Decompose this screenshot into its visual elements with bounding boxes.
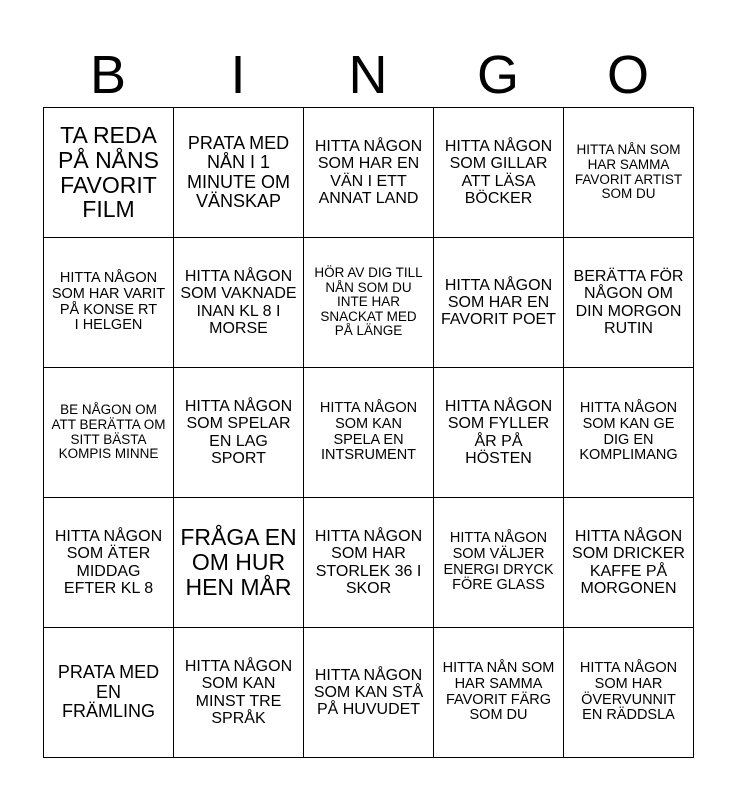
header-letter-o: O	[606, 45, 649, 105]
bingo-cell: HITTA NÅGON SOM ÄTER MIDDAG EFTER KL 8	[44, 498, 174, 628]
bingo-cell: HITTA NÅGON SOM VÄLJER ENERGI DRYCK FÖRE GLASS	[434, 498, 564, 628]
bingo-cell: BE NÅGON OM ATT BERÄTTA OM SITT BÄSTA KOMPIS MINNE	[44, 368, 174, 498]
bingo-cell: HITTA NÅN SOM HAR SAMMA FAVORIT FÄRG SOM DU	[434, 628, 564, 758]
bingo-cell: TA REDA PÅ NÅNS FAVORIT FILM	[44, 108, 174, 238]
bingo-cell: HITTA NÅGON SOM HAR VARIT PÅ KONSE RT I HELGEN	[44, 238, 174, 368]
bingo-cell: HITTA NÅGON SOM KAN STÅ PÅ HUVUDET	[304, 628, 434, 758]
bingo-cell: HITTA NÅGON SOM KAN MINST TRE SPRÅK	[174, 628, 304, 758]
bingo-header	[43, 44, 693, 106]
bingo-cell: HITTA NÅGON SOM KAN GE DIG EN KOMPLIMANG	[564, 368, 694, 498]
grid-row-5	[44, 628, 694, 758]
bingo-cell: PRATA MED EN FRÄMLING	[44, 628, 174, 758]
grid-row-3	[44, 368, 694, 498]
header-letter-b: B	[89, 45, 127, 105]
bingo-grid	[43, 107, 694, 758]
bingo-cell: HITTA NÅGON SOM GILLAR ATT LÄSA BÖCKER	[434, 108, 564, 238]
grid-row-2	[44, 238, 694, 368]
bingo-cell: HITTA NÅGON SOM HAR STORLEK 36 I SKOR	[304, 498, 434, 628]
header-letter-g: G	[476, 45, 519, 105]
bingo-cell: HITTA NÅGON SOM DRICKER KAFFE PÅ MORGONEN	[564, 498, 694, 628]
bingo-cell: PRATA MED NÅN I 1 MINUTE OM VÄNSKAP	[174, 108, 304, 238]
bingo-cell: FRÅGA EN OM HUR HEN MÅR	[174, 498, 304, 628]
header-letter-i: I	[230, 45, 246, 105]
header-letter-n: N	[348, 45, 388, 105]
bingo-cell: HITTA NÅN SOM HAR SAMMA FAVORIT ARTIST SOM DU	[564, 108, 694, 238]
bingo-cell: HITTA NÅGON SOM VAKNADE INAN KL 8 I MORSE	[174, 238, 304, 368]
bingo-cell: HITTA NÅGON SOM HAR EN VÄN I ETT ANNAT LAND	[304, 108, 434, 238]
bingo-cell: BERÄTTA FÖR NÅGON OM DIN MORGON RUTIN	[564, 238, 694, 368]
grid-row-4	[44, 498, 694, 628]
bingo-cell: HITTA NÅGON SOM HAR ÖVERVUNNIT EN RÄDDSLA	[564, 628, 694, 758]
bingo-cell: HITTA NÅGON SOM FYLLER ÅR PÅ HÖSTEN	[434, 368, 564, 498]
bingo-cell: HITTA NÅGON SOM HAR EN FAVORIT POET	[434, 238, 564, 368]
bingo-cell: HÖR AV DIG TILL NÅN SOM DU INTE HAR SNACKAT MED PÅ LÄNGE	[304, 238, 434, 368]
bingo-cell: HITTA NÅGON SOM KAN SPELA EN INTSRUMENT	[304, 368, 434, 498]
grid-row-1	[44, 108, 694, 238]
bingo-cell: HITTA NÅGON SOM SPELAR EN LAG SPORT	[174, 368, 304, 498]
